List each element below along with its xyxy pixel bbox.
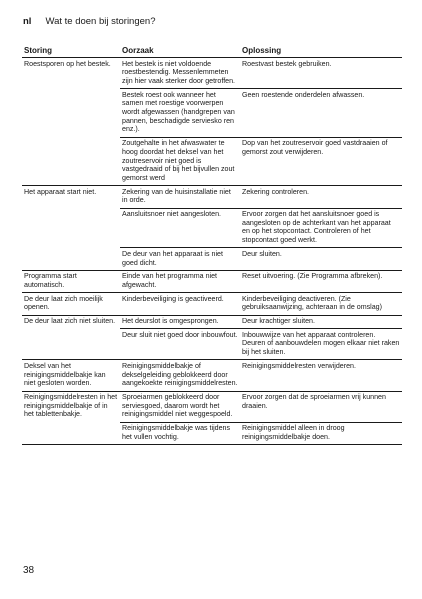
table-header-row xyxy=(22,45,402,58)
oorzaak-cell: Het deurslot is omgesprongen. xyxy=(120,315,240,329)
language-code: nl xyxy=(23,16,32,27)
storing-cell: Het apparaat start niet. xyxy=(22,186,120,271)
oplossing-cell: Ervoor zorgen dat de sproeiarmen vrij kunnen draaien. xyxy=(240,391,402,422)
oorzaak-cell: Reinigingsmiddelbakje was tijdens het vullen vochtig. xyxy=(120,422,240,444)
oorzaak-cell: Aansluitsnoer niet aangesloten. xyxy=(120,208,240,248)
oorzaak-cell: Bestek roest ook wanneer het samen met roestige voorwerpen wordt afgewassen (handgrepen van pannen, beschadigde serviesko ren enz.). xyxy=(120,89,240,138)
oplossing-cell: Inbouwwijze van het apparaat controleren. Deuren of aanbouwdelen mogen elkaar niet raken bij het sluiten. xyxy=(240,329,402,360)
oplossing-cell: Kinderbeveiliging deactiveren. (Zie gebruiksaanwijzing, achteraan in de omslag) xyxy=(240,293,402,315)
page-header xyxy=(23,16,155,27)
table-row xyxy=(22,186,402,208)
oplossing-cell: Deur sluiten. xyxy=(240,248,402,270)
oplossing-cell: Zekering controleren. xyxy=(240,186,402,208)
table-row xyxy=(22,315,402,329)
oplossing-cell: Dop van het zoutreservoir goed vastdraaien of gemorst zout verwijderen. xyxy=(240,137,402,186)
oorzaak-cell: Zekering van de huisinstallatie niet in orde. xyxy=(120,186,240,208)
table-row xyxy=(22,293,402,315)
table-body xyxy=(22,58,402,445)
table-row xyxy=(22,360,402,391)
oplossing-cell: Reinigingsmiddel alleen in droog reinigingsmiddelbakje doen. xyxy=(240,422,402,444)
oorzaak-cell: Het bestek is niet voldoende roestbestendig. Messenlemmeten zijn hier vaak sterker door getroffen. xyxy=(120,58,240,89)
table-row xyxy=(22,58,402,89)
oplossing-cell: Geen roestende onderdelen afwassen. xyxy=(240,89,402,138)
column-header-oplossing: Oplossing xyxy=(240,45,402,58)
oplossing-cell: Reinigingsmiddelresten verwijderen. xyxy=(240,360,402,391)
column-header-oorzaak: Oorzaak xyxy=(120,45,240,58)
oplossing-cell: Deur krachtiger sluiten. xyxy=(240,315,402,329)
oorzaak-cell: De deur van het apparaat is niet goed dicht. xyxy=(120,248,240,270)
oplossing-cell: Roestvast bestek gebruiken. xyxy=(240,58,402,89)
storing-cell: Reinigingsmiddelresten in het reinigingsmiddelbakje of in het tablettenbakje. xyxy=(22,391,120,445)
table-row xyxy=(22,391,402,422)
table-row xyxy=(22,270,402,292)
oplossing-cell: Reset uitvoering. (Zie Programma afbreken). xyxy=(240,270,402,292)
oorzaak-cell: Sproeiarmen geblokkeerd door serviesgoed, daarom wordt het reinigingsmiddel niet weggespoeld. xyxy=(120,391,240,422)
page-number: 38 xyxy=(23,565,35,576)
oorzaak-cell: Einde van het programma niet afgewacht. xyxy=(120,270,240,292)
oplossing-cell: Ervoor zorgen dat het aansluitsnoer goed is aangesloten op de achterkant van het apparaat en op het stopcontact. Controleren of het stopcontact goed werkt. xyxy=(240,208,402,248)
storing-cell: De deur laat zich niet sluiten. xyxy=(22,315,120,360)
storing-cell: De deur laat zich moeilijk openen. xyxy=(22,293,120,315)
storing-cell: Roestsporen op het bestek. xyxy=(22,58,120,186)
page-title: Wat te doen bij storingen? xyxy=(45,16,156,27)
oorzaak-cell: Zoutgehalte in het afwaswater te hoog doordat het deksel van het zoutreservoir niet goed is vastgedraaid of bij het bijvullen zout gemorst werd xyxy=(120,137,240,186)
troubleshooting-table xyxy=(22,45,402,445)
oorzaak-cell: Deur sluit niet goed door inbouwfout. xyxy=(120,329,240,360)
oorzaak-cell: Reinigingsmiddelbakje of dekselgeleiding geblokkeerd door aangekoekte reinigingsmiddelresten. xyxy=(120,360,240,391)
oorzaak-cell: Kinderbeveiliging is geactiveerd. xyxy=(120,293,240,315)
storing-cell: Deksel van het reinigingsmiddelbakje kan niet gesloten worden. xyxy=(22,360,120,391)
column-header-storing: Storing xyxy=(22,45,120,58)
storing-cell: Programma start automatisch. xyxy=(22,270,120,292)
